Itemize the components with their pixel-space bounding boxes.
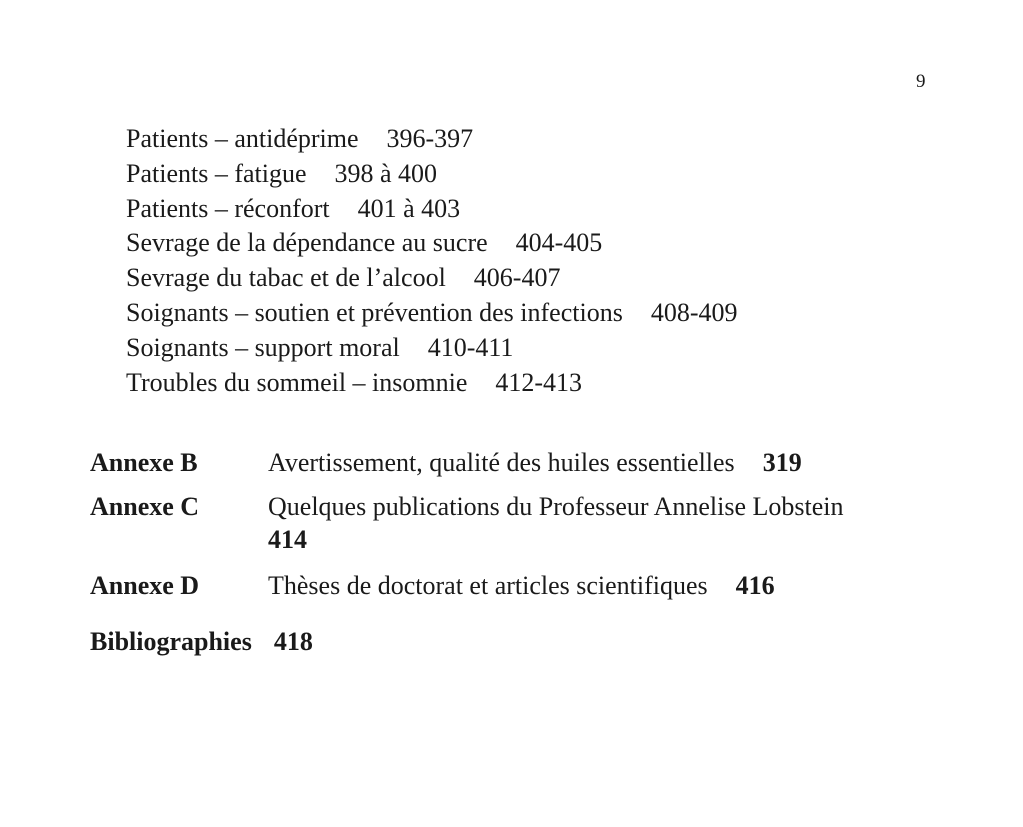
toc-entry-pages: 396-397 — [386, 124, 474, 153]
annex-title: Thèses de doctorat et articles scientifiques — [268, 571, 708, 600]
toc-entry — [126, 226, 737, 261]
toc-entry — [126, 122, 737, 157]
toc-entry-pages: 404-405 — [515, 228, 603, 258]
page-number: 9 — [916, 71, 926, 92]
toc-entry-title: Soignants – soutien et prévention des infections — [126, 297, 623, 327]
annex-page: 416 — [735, 571, 775, 600]
annex-label: Annexe B — [90, 448, 198, 477]
toc-entry-title: Sevrage du tabac et de l’alcool — [126, 263, 446, 293]
toc-entry — [126, 296, 737, 331]
annex-title: Quelques publications du Professeur Annelise Lobstein — [268, 492, 844, 521]
toc-entry-title: Troubles du sommeil – insomnie — [126, 367, 468, 397]
toc-entry-title: Sevrage de la dépendance au sucre — [126, 228, 488, 258]
bibliography-label: Bibliographies — [90, 627, 252, 656]
annex-description — [268, 446, 802, 479]
annex-description — [268, 569, 775, 602]
toc-entry-title: Patients – réconfort — [126, 193, 330, 223]
toc-entry-pages: 410-411 — [427, 332, 514, 362]
toc-entry — [126, 331, 737, 366]
toc-entry-pages: 408-409 — [650, 297, 738, 327]
toc-entry — [126, 366, 737, 401]
annex-page: 414 — [268, 525, 307, 554]
toc-entry-pages: 401 à 403 — [357, 193, 461, 223]
annex-label: Annexe D — [90, 571, 200, 600]
annex-page: 319 — [762, 448, 802, 477]
toc-entry — [126, 192, 737, 227]
toc-entry-title: Patients – antidéprime — [126, 124, 359, 153]
toc-entries-list — [126, 122, 737, 400]
bibliography-page: 418 — [273, 627, 313, 656]
annex-title: Avertissement, qualité des huiles essentielles — [268, 448, 735, 477]
annex-label: Annexe C — [90, 492, 200, 521]
toc-entry — [126, 157, 737, 192]
bibliography-entry — [90, 625, 313, 658]
toc-entry-pages: 412-413 — [495, 367, 583, 397]
toc-entry-pages: 398 à 400 — [334, 158, 438, 188]
toc-entry-pages: 406-407 — [473, 263, 561, 293]
toc-entry — [126, 261, 737, 296]
toc-entry-title: Patients – fatigue — [126, 158, 307, 188]
toc-entry-title: Soignants – support moral — [126, 332, 400, 362]
annex-description — [268, 490, 844, 556]
